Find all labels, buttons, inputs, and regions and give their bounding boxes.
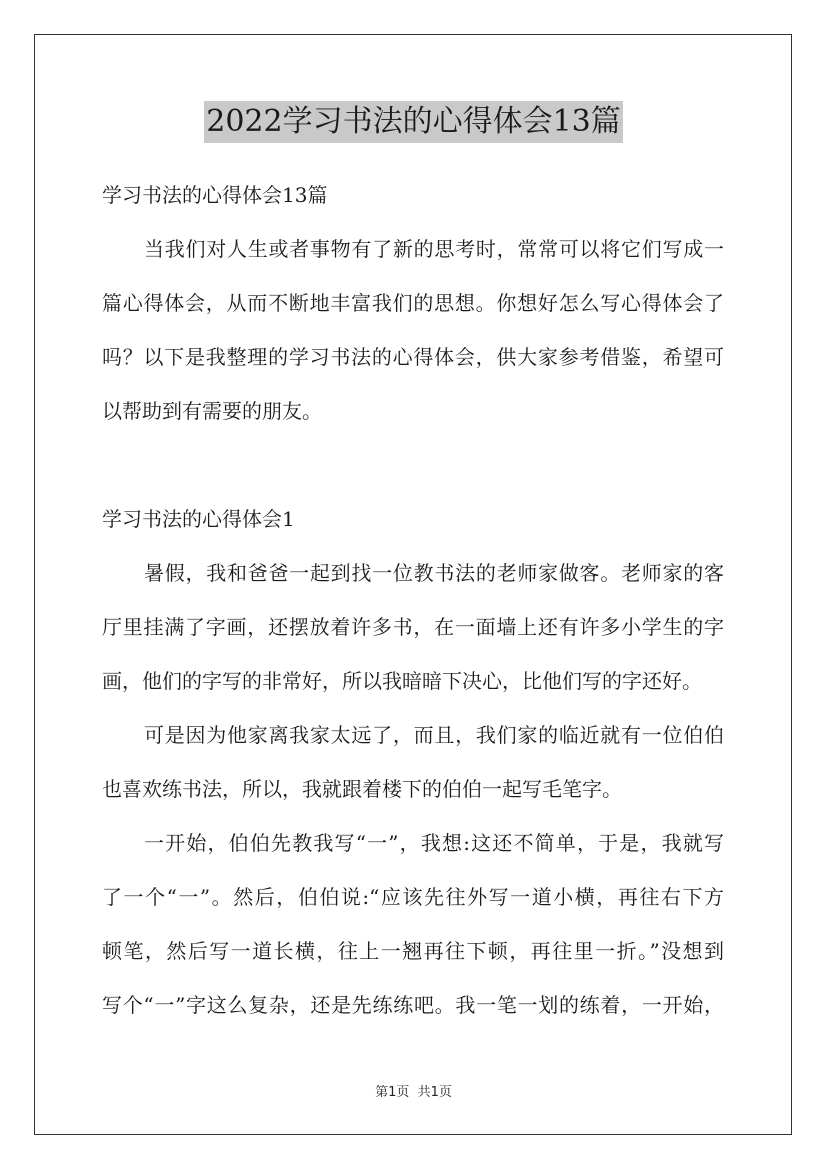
- paragraph-line: 了一个“一”。然后，伯伯说:“应该先往外写一道小横，再往右下方: [102, 885, 724, 909]
- paragraph-line: 吗？以下是我整理的学习书法的心得体会，供大家参考借鉴，希望可: [102, 345, 724, 369]
- document-title-wrapper: [0, 101, 827, 143]
- paragraph-3: [102, 816, 724, 1032]
- paragraph-line: 可是因为他家离我家太远了，而且，我们家的临近就有一位伯伯: [144, 723, 724, 747]
- blank-line: [102, 438, 724, 492]
- paragraph-line: 当我们对人生或者事物有了新的思考时，常常可以将它们写成一: [144, 237, 724, 261]
- paragraph-line: 厅里挂满了字画，还摆放着许多书，在一面墙上还有许多小学生的字: [102, 615, 724, 639]
- page-footer: 第1页 共1页: [375, 1085, 452, 1100]
- intro-paragraph: [102, 222, 724, 438]
- document-title: 2022学习书法的心得体会13篇: [204, 101, 623, 143]
- paragraph-2: [102, 708, 724, 816]
- paragraph-line: 以帮助到有需要的朋友。: [102, 399, 322, 423]
- paragraph-1: [102, 546, 724, 708]
- paragraph-line: 暑假，我和爸爸一起到找一位教书法的老师家做客。老师家的客: [144, 561, 724, 585]
- paragraph-line: 画，他们的字写的非常好，所以我暗暗下决心，比他们写的字还好。: [102, 669, 702, 693]
- paragraph-line: 也喜欢练书法，所以，我就跟着楼下的伯伯一起写毛笔字。: [102, 777, 622, 801]
- document-body: [102, 168, 724, 1032]
- paragraph-line: 写个“一”字这么复杂，还是先练练吧。我一笔一划的练着，一开始，: [102, 993, 724, 1017]
- paragraph-line: 篇心得体会，从而不断地丰富我们的思想。你想好怎么写心得体会了: [102, 291, 724, 315]
- paragraph-line: 一开始，伯伯先教我写“一”，我想:这还不简单，于是，我就写: [144, 831, 724, 855]
- paragraph-line: 顿笔，然后写一道长横，往上一翘再往下顿，再往里一折。”没想到: [102, 939, 724, 963]
- section-heading: 学习书法的心得体会1: [102, 507, 295, 531]
- document-subtitle: 学习书法的心得体会13篇: [102, 183, 328, 207]
